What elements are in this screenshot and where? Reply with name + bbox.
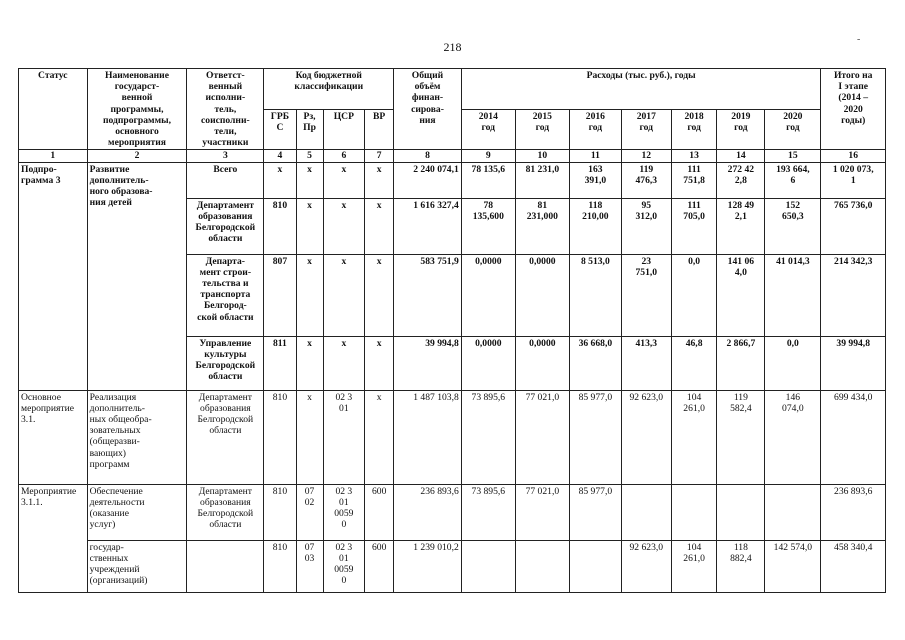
- year-cell: [765, 484, 821, 540]
- stage-total-cell: 214 342,3: [821, 254, 886, 336]
- rzpr-cell: x: [296, 336, 323, 390]
- year-cell: 152 650,3: [765, 198, 821, 254]
- header-vr: ВР: [365, 109, 394, 150]
- column-number: 9: [461, 150, 515, 162]
- year-cell: 2 866,7: [717, 336, 765, 390]
- rzpr-cell: 07 02: [296, 484, 323, 540]
- column-number: 12: [621, 150, 671, 162]
- year-cell: 73 895,6: [461, 484, 515, 540]
- year-cell: 0,0000: [461, 336, 515, 390]
- header-status: Статус: [19, 69, 88, 150]
- stage-total-cell: 39 994,8: [821, 336, 886, 390]
- grbs-cell: 810: [264, 540, 296, 592]
- subprogram-status: Подпро- грамма 3: [19, 162, 88, 390]
- table-row: [19, 390, 886, 484]
- stage-total-cell: 458 340,4: [821, 540, 886, 592]
- total-cell: 2 240 074,1: [394, 162, 462, 198]
- header-year: 2020 год: [765, 109, 821, 150]
- csr-cell: x: [323, 254, 365, 336]
- vr-cell: 600: [365, 484, 394, 540]
- subprogram-name: Развитие дополнитель- ного образова- ния детей: [87, 162, 187, 390]
- activity-name-top: Обеспечение деятельности (оказание услуг): [87, 484, 187, 540]
- vr-cell: 600: [365, 540, 394, 592]
- year-cell: 85 977,0: [569, 484, 621, 540]
- corner-mark: -: [857, 34, 861, 45]
- year-cell: 104 261,0: [671, 540, 717, 592]
- grbs-cell: 807: [264, 254, 296, 336]
- column-number: 6: [323, 150, 365, 162]
- header-expenses: Расходы (тыс. руб.), годы: [461, 69, 821, 110]
- stage-total-cell: 765 736,0: [821, 198, 886, 254]
- rzpr-cell: x: [296, 390, 323, 484]
- activity-name-bottom: государ- ственных учреждений (организаций): [87, 540, 187, 592]
- header-csr: ЦСР: [323, 109, 365, 150]
- year-cell: [621, 484, 671, 540]
- csr-cell: x: [323, 336, 365, 390]
- header-year: 2016 год: [569, 109, 621, 150]
- year-cell: 81 231,0: [515, 162, 569, 198]
- stage-total-cell: 1 020 073, 1: [821, 162, 886, 198]
- csr-cell: x: [323, 198, 365, 254]
- header-grbs: ГРБ С: [264, 109, 296, 150]
- column-number: 10: [515, 150, 569, 162]
- year-cell: 85 977,0: [569, 390, 621, 484]
- year-cell: 272 42 2,8: [717, 162, 765, 198]
- header-year: 2018 год: [671, 109, 717, 150]
- column-number: 11: [569, 150, 621, 162]
- responsible-cell: Департамент образования Белгородской области: [187, 198, 264, 254]
- csr-cell: 02 3 01: [323, 390, 365, 484]
- rzpr-cell: x: [296, 254, 323, 336]
- year-cell: [461, 540, 515, 592]
- column-number: 2: [87, 150, 187, 162]
- total-cell: 39 994,8: [394, 336, 462, 390]
- csr-cell: 02 3 01 0059 0: [323, 484, 365, 540]
- header-row-1: [19, 69, 886, 110]
- vr-cell: x: [365, 162, 394, 198]
- vr-cell: x: [365, 336, 394, 390]
- header-budget-code: Код бюджетной классификации: [264, 69, 394, 110]
- grbs-cell: 810: [264, 484, 296, 540]
- column-number: 1: [19, 150, 88, 162]
- year-cell: 111 751,8: [671, 162, 717, 198]
- year-cell: 73 895,6: [461, 390, 515, 484]
- year-cell: 77 021,0: [515, 484, 569, 540]
- vr-cell: x: [365, 198, 394, 254]
- year-cell: 23 751,0: [621, 254, 671, 336]
- year-cell: 146 074,0: [765, 390, 821, 484]
- column-number: 14: [717, 150, 765, 162]
- total-cell: 1 616 327,4: [394, 198, 462, 254]
- year-cell: 0,0000: [515, 254, 569, 336]
- year-cell: 141 06 4,0: [717, 254, 765, 336]
- stage-total-cell: 236 893,6: [821, 484, 886, 540]
- year-cell: 0,0000: [461, 254, 515, 336]
- table-row: [19, 162, 886, 198]
- year-cell: 119 476,3: [621, 162, 671, 198]
- grbs-cell: 810: [264, 390, 296, 484]
- year-cell: 78 135,600: [461, 198, 515, 254]
- year-cell: 8 513,0: [569, 254, 621, 336]
- header-year: 2017 год: [621, 109, 671, 150]
- table-row: [19, 540, 886, 592]
- total-cell: 1 487 103,8: [394, 390, 462, 484]
- main-activity-name: Реализация дополнитель- ных общеобра- зовательных (общеразви- вающих) программ: [87, 390, 187, 484]
- stage-total-cell: 699 434,0: [821, 390, 886, 484]
- total-cell: 236 893,6: [394, 484, 462, 540]
- year-cell: 36 668,0: [569, 336, 621, 390]
- grbs-cell: 811: [264, 336, 296, 390]
- column-number: 3: [187, 150, 264, 162]
- year-cell: 95 312,0: [621, 198, 671, 254]
- header-responsible: Ответст- венный исполни- тель, соисполни- тели, участники: [187, 69, 264, 150]
- column-number: 7: [365, 150, 394, 162]
- responsible-cell: Всего: [187, 162, 264, 198]
- header-name: Наименование государст- венной программы, подпрограммы, основного мероприятия: [87, 69, 187, 150]
- year-cell: 163 391,0: [569, 162, 621, 198]
- total-cell: 1 239 010,2: [394, 540, 462, 592]
- year-cell: [569, 540, 621, 592]
- year-cell: [515, 540, 569, 592]
- year-cell: 193 664, 6: [765, 162, 821, 198]
- column-number: 4: [264, 150, 296, 162]
- responsible-cell-empty: [187, 540, 264, 592]
- activity-status: Мероприятие 3.1.1.: [19, 484, 88, 592]
- csr-cell: 02 3 01 0059 0: [323, 540, 365, 592]
- year-cell: 0,0: [671, 254, 717, 336]
- responsible-cell: Департамент образования Белгородской области: [187, 390, 264, 484]
- column-number: 5: [296, 150, 323, 162]
- header-total: Общий объём финан- сирова- ния: [394, 69, 462, 150]
- year-cell: 128 49 2,1: [717, 198, 765, 254]
- column-number: 15: [765, 150, 821, 162]
- column-number: 16: [821, 150, 886, 162]
- year-cell: 118 210,00: [569, 198, 621, 254]
- responsible-cell: Управление культуры Белгородской области: [187, 336, 264, 390]
- main-activity-status: Основное мероприятие 3.1.: [19, 390, 88, 484]
- column-number-row: [19, 150, 886, 162]
- year-cell: 46,8: [671, 336, 717, 390]
- year-cell: 41 014,3: [765, 254, 821, 336]
- year-cell: 111 705,0: [671, 198, 717, 254]
- header-year: 2014 год: [461, 109, 515, 150]
- year-cell: 119 582,4: [717, 390, 765, 484]
- header-year: 2019 год: [717, 109, 765, 150]
- year-cell: [717, 484, 765, 540]
- year-cell: 118 882,4: [717, 540, 765, 592]
- rzpr-cell: x: [296, 198, 323, 254]
- year-cell: 142 574,0: [765, 540, 821, 592]
- responsible-cell: Департа- мент строи- тельства и транспорта Белгород- ской области: [187, 254, 264, 336]
- year-cell: 78 135,6: [461, 162, 515, 198]
- rzpr-cell: x: [296, 162, 323, 198]
- rzpr-cell: 07 03: [296, 540, 323, 592]
- year-cell: 92 623,0: [621, 540, 671, 592]
- vr-cell: x: [365, 254, 394, 336]
- year-cell: [671, 484, 717, 540]
- grbs-cell: 810: [264, 198, 296, 254]
- header-year: 2015 год: [515, 109, 569, 150]
- budget-table: [18, 68, 886, 593]
- year-cell: 77 021,0: [515, 390, 569, 484]
- grbs-cell: x: [264, 162, 296, 198]
- header-stage-total: Итого на I этапе (2014 – 2020 годы): [821, 69, 886, 150]
- column-number: 8: [394, 150, 462, 162]
- responsible-cell: Департамент образования Белгородской области: [187, 484, 264, 540]
- page-number: 218: [443, 40, 462, 54]
- year-cell: 0,0000: [515, 336, 569, 390]
- csr-cell: x: [323, 162, 365, 198]
- column-number: 13: [671, 150, 717, 162]
- table-row: [19, 484, 886, 540]
- year-cell: 413,3: [621, 336, 671, 390]
- vr-cell: x: [365, 390, 394, 484]
- total-cell: 583 751,9: [394, 254, 462, 336]
- year-cell: 92 623,0: [621, 390, 671, 484]
- year-cell: 104 261,0: [671, 390, 717, 484]
- header-rzpr: Рз, Пр: [296, 109, 323, 150]
- year-cell: 81 231,000: [515, 198, 569, 254]
- year-cell: 0,0: [765, 336, 821, 390]
